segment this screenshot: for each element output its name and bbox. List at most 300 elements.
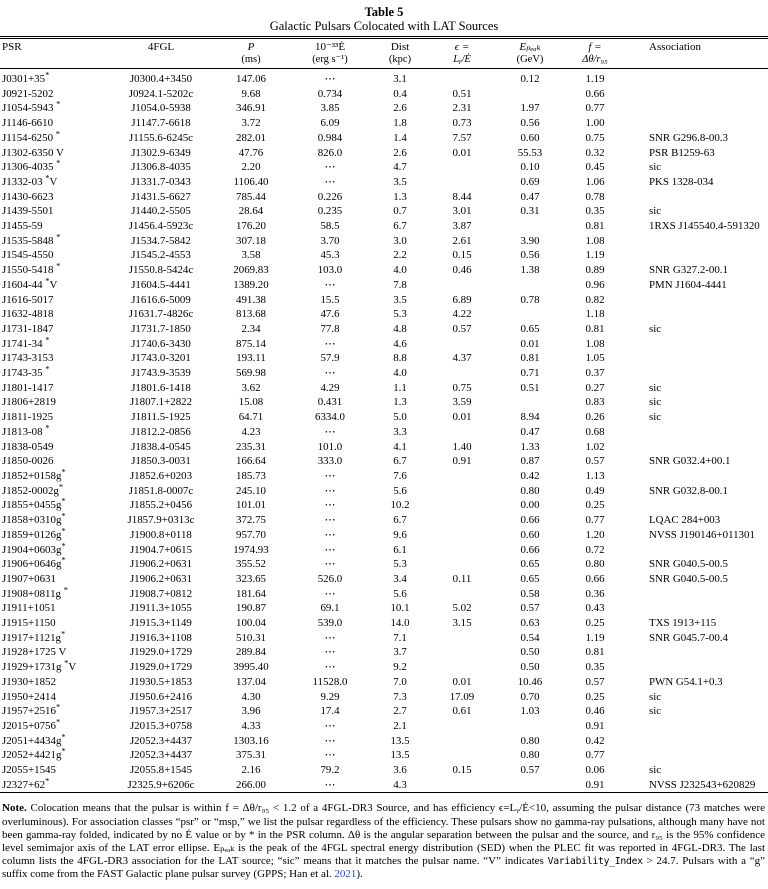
- cell-epeak: [499, 87, 561, 102]
- cell-eff: 0.46: [452, 264, 472, 277]
- cell-dist: 14.0: [390, 617, 410, 630]
- cell-psr: J1957+2516*: [2, 701, 61, 718]
- cell-assoc: sic: [649, 205, 662, 218]
- cell-dist: 8.8: [393, 352, 407, 365]
- cell-p: 190.87: [236, 602, 266, 615]
- cell-f: 0.35: [585, 205, 605, 218]
- cell-f: 0.36: [585, 587, 605, 600]
- cell-p: 235.31: [236, 440, 266, 453]
- cell-fgl: J1930.5+1853: [129, 675, 193, 688]
- table-row: [0, 219, 768, 234]
- cell-epeak: 1.03: [520, 705, 540, 718]
- cell-fgl: J1147.7-6618: [131, 117, 191, 130]
- cell-edot: ⋯: [324, 514, 336, 527]
- cell-assoc: [629, 351, 768, 366]
- cell-epeak: 0.01: [520, 337, 540, 350]
- cell-assoc: [629, 425, 768, 440]
- cell-epeak: [499, 719, 561, 734]
- cell-dist: 3.6: [393, 764, 407, 777]
- cell-psr: J1907+0631: [2, 572, 56, 585]
- citation-link[interactable]: 2021: [334, 867, 357, 880]
- cell-dist: 2.6: [393, 146, 407, 159]
- cell-edot: 333.0: [317, 455, 343, 468]
- cell-assoc: [629, 660, 768, 675]
- cell-p: 875.14: [236, 337, 266, 350]
- cell-psr: J1604-44 *V: [2, 275, 58, 291]
- cell-psr: J1904+0603g*: [2, 539, 66, 556]
- cell-psr: J1801-1417: [2, 381, 54, 394]
- cell-edot: 79.2: [320, 764, 340, 777]
- cell-eff: 0.61: [452, 705, 472, 718]
- cell-epeak: 0.65: [520, 322, 540, 335]
- cell-f: 0.68: [585, 425, 605, 438]
- table-row: [0, 248, 768, 263]
- cell-epeak: 0.50: [520, 646, 540, 659]
- cell-eff: 0.15: [452, 249, 472, 262]
- cell-eff: 8.44: [452, 190, 472, 203]
- cell-assoc: [629, 307, 768, 322]
- cell-assoc: [629, 337, 768, 352]
- cell-fgl: J1534.7-5842: [131, 234, 191, 247]
- cell-epeak: 0.10: [520, 161, 540, 174]
- cell-fgl: J1054.0-5938: [131, 102, 191, 115]
- cell-psr: J0301+35*: [2, 69, 50, 85]
- cell-p: 1974.93: [233, 543, 269, 556]
- cell-epeak: 0.66: [520, 514, 540, 527]
- cell-epeak: 8.94: [520, 411, 540, 424]
- cell-psr: J1852+0158g*: [2, 466, 66, 482]
- cell-epeak: 0.87: [520, 455, 540, 468]
- cell-assoc: NVSS J232543+620829: [649, 778, 756, 791]
- cell-psr: J1930+1852: [2, 675, 56, 688]
- cell-psr: J1306-4035 *: [2, 157, 61, 174]
- cell-dist: 9.6: [393, 528, 407, 541]
- cell-dist: 13.5: [390, 749, 410, 762]
- cell-eff: 4.22: [452, 308, 472, 321]
- table-row: [0, 587, 768, 602]
- cell-edot: 6.09: [320, 117, 340, 130]
- cell-psr: J1154-6250 *: [2, 128, 60, 144]
- cell-dist: 3.0: [393, 234, 407, 247]
- col-header-assoc: Association: [629, 38, 768, 69]
- cell-eff: [425, 484, 499, 499]
- cell-psr: J2052+4421g*: [2, 745, 66, 762]
- cell-fgl: J1906.2+0631: [129, 572, 193, 585]
- cell-edot: 101.0: [317, 440, 343, 453]
- cell-f: 0.78: [585, 190, 605, 203]
- table-row: [0, 278, 768, 293]
- cell-eff: 2.31: [452, 102, 472, 115]
- cell-fgl: J1850.3-0031: [131, 455, 191, 468]
- cell-fgl: J1904.7+0615: [129, 543, 193, 556]
- cell-fgl: J1812.2-0856: [131, 425, 191, 438]
- cell-eff: [425, 160, 499, 175]
- cell-p: 193.11: [236, 352, 266, 365]
- cell-f: 0.82: [585, 293, 605, 306]
- cell-f: 0.37: [585, 367, 605, 380]
- cell-psr: J1741-34 *: [2, 334, 50, 350]
- cell-epeak: 0.80: [520, 734, 540, 747]
- cell-edot: ⋯: [324, 161, 336, 174]
- cell-assoc: PSR B1259-63: [649, 146, 715, 159]
- cell-p: 64.71: [238, 411, 264, 424]
- cell-psr: J1911+1051: [2, 602, 56, 615]
- cell-edot: 0.984: [317, 131, 343, 144]
- table-row: [0, 513, 768, 528]
- cell-f: 0.72: [585, 543, 605, 556]
- cell-p: 2.20: [241, 161, 261, 174]
- cell-epeak: 1.38: [520, 264, 540, 277]
- cell-dist: 4.6: [393, 337, 407, 350]
- col-header-f: f = Δθ/r₉₅: [561, 38, 629, 69]
- cell-epeak: 0.71: [520, 367, 540, 380]
- cell-fgl: J1440.2-5505: [131, 205, 191, 218]
- cell-f: 0.81: [585, 220, 605, 233]
- cell-f: 0.83: [585, 396, 605, 409]
- cell-f: 1.19: [585, 631, 605, 644]
- cell-dist: 4.1: [393, 440, 407, 453]
- cell-dist: 4.7: [393, 161, 407, 174]
- table-row: [0, 543, 768, 558]
- cell-fgl: J1929.0+1729: [129, 646, 193, 659]
- cell-eff: [425, 734, 499, 749]
- cell-f: 0.49: [585, 484, 605, 497]
- cell-epeak: 0.60: [520, 131, 540, 144]
- cell-p: 2.34: [241, 322, 261, 335]
- cell-dist: 3.5: [393, 175, 407, 188]
- cell-edot: ⋯: [324, 367, 336, 380]
- cell-edot: 0.734: [317, 87, 343, 100]
- cell-dist: 6.7: [393, 455, 407, 468]
- cell-p: 101.01: [236, 499, 266, 512]
- table-row: [0, 395, 768, 410]
- cell-fgl: J1916.3+1108: [130, 631, 192, 644]
- table-row: [0, 631, 768, 646]
- cell-f: 0.66: [585, 87, 605, 100]
- cell-epeak: 0.78: [520, 293, 540, 306]
- cell-psr: J1850-0026: [2, 455, 54, 468]
- cell-p: 282.01: [236, 131, 266, 144]
- cell-dist: 5.0: [393, 411, 407, 424]
- cell-edot: ⋯: [324, 661, 336, 674]
- cell-epeak: 0.51: [520, 381, 540, 394]
- table-row: [0, 616, 768, 631]
- cell-fgl: J1456.4-5923c: [128, 220, 194, 233]
- cell-p: 2069.83: [233, 264, 269, 277]
- cell-dist: 0.7: [393, 205, 407, 218]
- cell-eff: 7.57: [452, 131, 472, 144]
- cell-psr: J1743-3153: [2, 352, 54, 365]
- cell-epeak: 0.70: [520, 690, 540, 703]
- table-row: [0, 778, 768, 793]
- cell-epeak: [499, 395, 561, 410]
- table-title: Galactic Pulsars Colocated with LAT Sources: [269, 19, 499, 33]
- cell-dist: 10.2: [390, 499, 410, 512]
- cell-eff: 3.87: [452, 220, 472, 233]
- cell-fgl: J0924.1-5202c: [128, 87, 194, 100]
- cell-fgl: J1302.9-6349: [131, 146, 191, 159]
- cell-edot: 45.3: [320, 249, 340, 262]
- cell-assoc: [629, 440, 768, 455]
- cell-p: 569.98: [236, 367, 266, 380]
- cell-eff: [425, 748, 499, 763]
- cell-edot: ⋯: [324, 499, 336, 512]
- cell-eff: [425, 498, 499, 513]
- cell-p: 47.76: [238, 146, 264, 159]
- cell-fgl: J1915.3+1149: [130, 617, 192, 630]
- cell-dist: 3.4: [393, 572, 407, 585]
- cell-eff: 3.59: [452, 396, 472, 409]
- note-label: Note.: [2, 802, 27, 815]
- cell-dist: 6.7: [393, 514, 407, 527]
- cell-eff: 6.89: [452, 293, 472, 306]
- cell-edot: ⋯: [324, 558, 336, 571]
- table-header: [0, 38, 768, 69]
- table-row: [0, 366, 768, 381]
- cell-fgl: J1743.9-3539: [131, 367, 191, 380]
- cell-edot: ⋯: [324, 469, 336, 482]
- cell-f: 1.19: [585, 249, 605, 262]
- cell-f: 1.08: [585, 234, 605, 247]
- cell-eff: 0.73: [452, 117, 472, 130]
- cell-dist: 6.1: [393, 543, 407, 556]
- cell-dist: 1.3: [393, 190, 407, 203]
- cell-assoc: PMN J1604-4441: [649, 278, 727, 291]
- cell-dist: 7.3: [393, 690, 407, 703]
- table-row: [0, 204, 768, 219]
- cell-edot: 539.0: [317, 617, 343, 630]
- cell-edot: 47.6: [320, 308, 340, 321]
- cell-fgl: J2015.3+0758: [129, 719, 193, 732]
- cell-f: 0.25: [585, 499, 605, 512]
- cell-assoc: [629, 69, 768, 87]
- cell-eff: 3.01: [452, 205, 472, 218]
- cell-fgl: J1801.6-1418: [131, 381, 191, 394]
- cell-psr: J1430-6623: [2, 190, 54, 203]
- cell-f: 1.13: [585, 469, 605, 482]
- cell-assoc: [629, 587, 768, 602]
- cell-fgl: J1331.7-0343: [131, 175, 191, 188]
- cell-fgl: J2325.9+6206c: [127, 778, 195, 791]
- cell-dist: 5.6: [393, 587, 407, 600]
- cell-f: 1.19: [585, 73, 605, 85]
- cell-psr: J1806+2819: [2, 396, 56, 409]
- cell-eff: 0.91: [452, 455, 472, 468]
- cell-epeak: 0.42: [520, 469, 540, 482]
- col-header-dist: Dist (kpc): [375, 38, 425, 69]
- table-row: [0, 293, 768, 308]
- cell-eff: 17.09: [449, 690, 475, 703]
- cell-edot: 0.235: [317, 205, 343, 218]
- cell-fgl: J1906.2+0631: [129, 558, 193, 571]
- table-row: [0, 322, 768, 337]
- table-row: [0, 763, 768, 778]
- cell-dist: 6.7: [393, 220, 407, 233]
- table-row: [0, 469, 768, 484]
- cell-p: 3.58: [241, 249, 261, 262]
- cell-fgl: J1851.8-0007c: [128, 484, 194, 497]
- cell-p: 957.70: [236, 528, 266, 541]
- table-row: [0, 337, 768, 352]
- cell-f: 0.25: [585, 617, 605, 630]
- cell-assoc: [629, 116, 768, 131]
- cell-assoc: [629, 543, 768, 558]
- cell-dist: 3.7: [393, 646, 407, 659]
- pulsar-table: [0, 36, 768, 793]
- cell-assoc: [629, 734, 768, 749]
- cell-p: 147.06: [236, 73, 266, 85]
- cell-fgl: J1616.6-5009: [131, 293, 191, 306]
- table-row: [0, 87, 768, 102]
- cell-p: 510.31: [236, 631, 266, 644]
- table-row: [0, 175, 768, 190]
- cell-p: 1106.40: [233, 175, 269, 188]
- cell-psr: J1743-35 *: [2, 363, 50, 380]
- cell-f: 0.80: [585, 558, 605, 571]
- table-row: [0, 645, 768, 660]
- cell-eff: [425, 425, 499, 440]
- cell-epeak: 0.60: [520, 528, 540, 541]
- table-row: [0, 734, 768, 749]
- cell-edot: ⋯: [324, 631, 336, 644]
- cell-fgl: J1950.6+2416: [129, 690, 193, 703]
- cell-epeak: 0.00: [520, 499, 540, 512]
- cell-eff: [425, 543, 499, 558]
- cell-eff: 0.01: [452, 146, 472, 159]
- cell-edot: ⋯: [324, 278, 336, 291]
- cell-edot: ⋯: [324, 484, 336, 497]
- cell-psr: J0921-5202: [2, 87, 54, 100]
- cell-dist: 10.1: [390, 602, 410, 615]
- cell-edot: 103.0: [317, 264, 343, 277]
- cell-psr: J1915+1150: [2, 617, 56, 630]
- cell-eff: 0.57: [452, 322, 472, 335]
- cell-f: 0.27: [585, 381, 605, 394]
- cell-edot: 526.0: [317, 572, 343, 585]
- cell-f: 0.81: [585, 646, 605, 659]
- cell-psr: J2055+1545: [2, 764, 56, 777]
- cell-f: 1.08: [585, 337, 605, 350]
- cell-p: 100.04: [236, 617, 266, 630]
- cell-fgl: J1731.7-1850: [131, 322, 191, 335]
- cell-psr: J2015+0756*: [2, 716, 61, 732]
- cell-dist: 1.3: [393, 396, 407, 409]
- cell-edot: 3.70: [320, 234, 340, 247]
- cell-assoc: LQAC 284+003: [649, 514, 721, 527]
- cell-f: 0.77: [585, 749, 605, 762]
- cell-psr: J1146-6610: [2, 117, 54, 130]
- cell-p: 181.64: [236, 587, 266, 600]
- cell-eff: 0.01: [452, 411, 472, 424]
- cell-edot: ⋯: [324, 587, 336, 600]
- cell-assoc: [629, 601, 768, 616]
- cell-assoc: TXS 1913+115: [649, 617, 717, 630]
- cell-edot: ⋯: [324, 734, 336, 747]
- cell-edot: 17.4: [320, 705, 340, 718]
- note-text-2: > 24.7. Pulsars with a “g” suffix come from the FAST Galactic plane pulsar survey (GPPS; Han et al.: [2, 854, 766, 880]
- cell-f: 0.91: [585, 719, 605, 732]
- table-row: [0, 101, 768, 116]
- cell-dist: 2.2: [393, 249, 407, 262]
- table-row: [0, 528, 768, 543]
- cell-f: 0.26: [585, 411, 605, 424]
- cell-epeak: 0.47: [520, 425, 540, 438]
- cell-psr: J1550-5418 *: [2, 260, 61, 277]
- table-note: [0, 793, 768, 881]
- table-row: [0, 234, 768, 249]
- cell-eff: [425, 513, 499, 528]
- cell-eff: 4.37: [452, 352, 472, 365]
- cell-edot: ⋯: [324, 749, 336, 762]
- cell-p: 491.38: [236, 293, 266, 306]
- cell-assoc: SNR G040.5-00.5: [649, 572, 728, 585]
- cell-fgl: J1838.4-0545: [131, 440, 191, 453]
- cell-f: 0.06: [585, 764, 605, 777]
- cell-edot: 3.85: [320, 102, 340, 115]
- cell-dist: 4.0: [393, 367, 407, 380]
- cell-edot: 9.29: [320, 690, 340, 703]
- cell-fgl: J1811.5-1925: [131, 411, 191, 424]
- table-row: [0, 425, 768, 440]
- cell-edot: ⋯: [324, 425, 336, 438]
- cell-dist: 5.3: [393, 558, 407, 571]
- cell-edot: 11528.0: [312, 675, 348, 688]
- col-header-psr: PSR: [0, 38, 105, 69]
- cell-f: 0.96: [585, 278, 605, 291]
- cell-f: 0.45: [585, 161, 605, 174]
- cell-fgl: J1855.2+0456: [129, 499, 193, 512]
- cell-epeak: 1.33: [520, 440, 540, 453]
- cell-dist: 1.8: [393, 117, 407, 130]
- cell-fgl: J1857.9+0313c: [127, 514, 195, 527]
- cell-epeak: 0.57: [520, 764, 540, 777]
- cell-epeak: 0.31: [520, 205, 540, 218]
- table-row: [0, 748, 768, 763]
- table-row: [0, 454, 768, 469]
- cell-fgl: J1807.1+2822: [129, 396, 193, 409]
- cell-dist: 7.1: [393, 631, 407, 644]
- cell-fgl: J1743.0-3201: [131, 352, 191, 365]
- cell-dist: 13.5: [390, 734, 410, 747]
- cell-p: 3995.40: [233, 661, 269, 674]
- cell-epeak: 0.81: [520, 352, 540, 365]
- table-caption: [0, 0, 768, 33]
- cell-f: 1.00: [585, 117, 605, 130]
- cell-edot: 77.8: [320, 322, 340, 335]
- cell-assoc: [629, 248, 768, 263]
- cell-eff: [425, 719, 499, 734]
- cell-eff: 1.40: [452, 440, 472, 453]
- cell-dist: 3.5: [393, 293, 407, 306]
- cell-p: 245.10: [236, 484, 266, 497]
- cell-eff: [425, 660, 499, 675]
- table-number: Table 5: [364, 5, 404, 19]
- cell-f: 0.57: [585, 455, 605, 468]
- cell-f: 0.77: [585, 102, 605, 115]
- cell-epeak: 0.54: [520, 631, 540, 644]
- cell-psr: J1302-6350 V: [2, 146, 64, 159]
- cell-f: 0.81: [585, 322, 605, 335]
- cell-psr: J1855+0455g*: [2, 495, 66, 512]
- cell-assoc: [629, 748, 768, 763]
- cell-dist: 3.3: [393, 425, 407, 438]
- cell-edot: 0.431: [317, 396, 343, 409]
- cell-f: 0.66: [585, 572, 605, 585]
- cell-psr: J1811-1925: [2, 411, 54, 424]
- cell-epeak: [499, 307, 561, 322]
- table-row: [0, 704, 768, 719]
- cell-fgl: J2052.3+4437: [129, 734, 193, 747]
